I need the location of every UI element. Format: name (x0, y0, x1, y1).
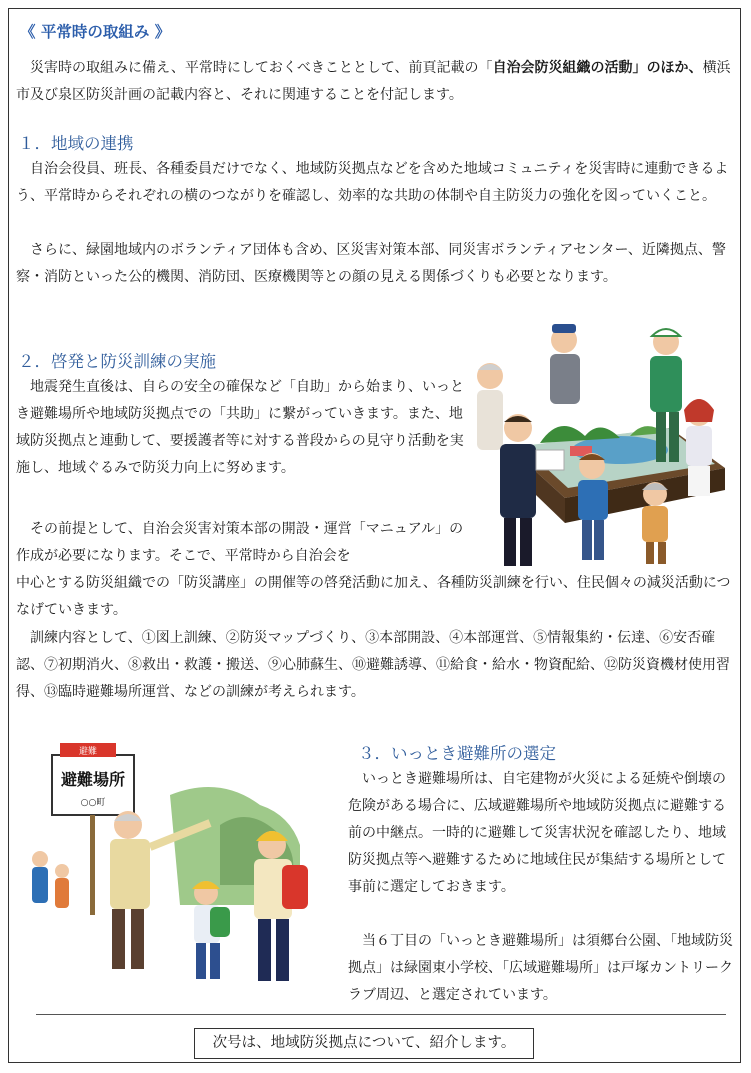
section1-heading: １．地域の連携 (18, 134, 134, 153)
sign-small-text: 避難 (78, 747, 98, 757)
community-meeting-illustration (470, 318, 738, 574)
section3-para1: いっとき避難場所は、自宅建物が火災による延焼や倒壊の危険がある場合に、広域避難場所や地域防災拠点に避難する前の中継点。一時的に避難して災害状況を確認したり、地域防災拠点等へ避難するために地域住民が集結する場所として事前に選定しておきます。 (348, 771, 726, 895)
sign-sub-text: ○○町 (80, 798, 106, 808)
footer-divider (36, 1014, 726, 1015)
page-title: 《 平常時の取組み 》 (20, 23, 171, 41)
section2-para1: 地震発生直後は、自らの安全の確保など「自助」から始まり、いっとき避難場所や地域防災拠点での「共助」に繋がっていきます。また、地域防災拠点と連動して、要援護者等に対する普段からの見守り活動を実施し、地域ぐるみで防災力向上に努めます。 (16, 379, 464, 476)
section1-para1: 自治会役員、班長、各種委員だけでなく、地域防災拠点などを含めた地域コミュニティを災害時に連動できるよう、平常時からそれぞれの横のつながりを確認し、効率的な共助の体制や自主防災力の強化を図っていくこと。 (16, 161, 729, 204)
intro-text-2: 横浜市及び泉区防災計画の記載内容と、それに関連することを付記します。 (16, 60, 731, 103)
section2-para2a: その前提として、自治会災害対策本部の開設・運営「マニュアル」の作成が必要になります。そこで、平常時から自治会を (16, 521, 464, 564)
section1-para2: さらに、緑園地域内のボランティア団体も含め、区災害対策本部、同災害ボランティアセンター、近隣拠点、警察・消防といった公的機関、消防団、医療機関等との顔の見える関係づくりも必要となります。 (16, 242, 726, 285)
section3-heading: ３．いっとき避難所の選定 (358, 744, 556, 763)
section2-para2b: 中心とする防災組織での「防災講座」の開催等の啓発活動に加え、各種防災訓練を行い、住民個々の減災活動につなげていきます。 (16, 575, 731, 618)
evacuation-illustration (20, 735, 338, 1005)
sign-main-text: 避難場所 (60, 770, 126, 789)
intro-bold-text: 自治会防災組織の活動」 (492, 60, 647, 76)
footer-note: 次号は、地域防災拠点について、紹介します。 (194, 1028, 534, 1059)
section3-para2: 当６丁目の「いっとき避難場所」は須郷台公園、「地域防災拠点」は緑園東小学校、「広域避難場所」は戸塚カントリークラブ周辺、と選定されています。 (348, 933, 733, 1003)
intro-paragraph (16, 55, 736, 109)
section2-para3: 訓練内容として、①図上訓練、②防災マップづくり、③本部開設、④本部運営、⑤情報集約・伝達、⑥安否確認、⑦初期消火、⑧救出・救護・搬送、⑨心肺蘇生、⑩避難誘導、⑪給食・給水・物資配給、⑫防災資機材使用習得、⑬臨時避難場所運営、などの訓練が考えられます。 (16, 630, 730, 700)
intro-bold-text-2: のほか、 (646, 60, 703, 76)
intro-text: 災害時の取組みに備え、平常時にしておくべきこととして、前頁記載の「 (30, 60, 493, 76)
section2-heading: ２．啓発と防災訓練の実施 (18, 352, 216, 371)
